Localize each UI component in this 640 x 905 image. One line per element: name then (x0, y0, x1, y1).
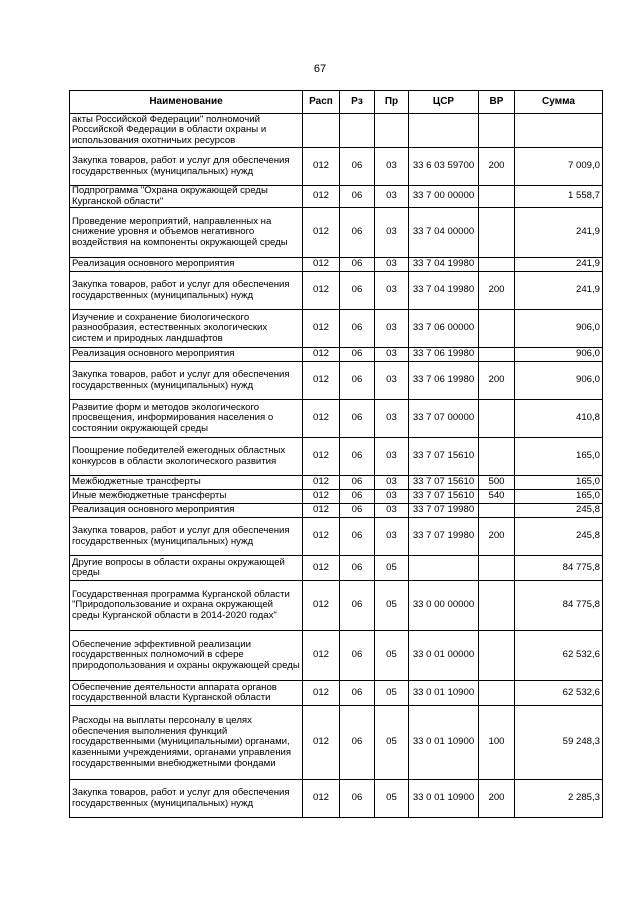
cell-sum: 245,8 (515, 504, 603, 518)
cell-csr: 33 0 00 00000 (409, 581, 479, 631)
cell-name: акты Российской Федерации" полномочий Российской Федерации в области охраны и использования охотничьих ресурсов (70, 114, 303, 148)
cell-csr: 33 6 03 59700 (409, 148, 479, 186)
cell-sum: 84 775,8 (515, 556, 603, 581)
cell-pr: 03 (375, 310, 409, 348)
cell-csr: 33 0 01 00000 (409, 631, 479, 681)
table-header-row (70, 91, 603, 114)
cell-vr (479, 631, 515, 681)
cell-rasp (303, 114, 340, 148)
table-row (70, 208, 603, 258)
cell-vr (479, 400, 515, 438)
table-row (70, 186, 603, 208)
cell-csr: 33 7 06 19980 (409, 362, 479, 400)
cell-rz: 06 (340, 476, 375, 490)
table-row (70, 631, 603, 681)
cell-sum: 241,9 (515, 258, 603, 272)
cell-vr (479, 114, 515, 148)
cell-vr: 200 (479, 148, 515, 186)
cell-csr: 33 7 07 00000 (409, 400, 479, 438)
table-row (70, 518, 603, 556)
cell-vr: 100 (479, 706, 515, 780)
cell-rasp: 012 (303, 780, 340, 818)
cell-rz: 06 (340, 681, 375, 706)
cell-sum: 241,9 (515, 208, 603, 258)
cell-vr (479, 208, 515, 258)
cell-sum: 906,0 (515, 362, 603, 400)
cell-csr: 33 7 07 15610 (409, 490, 479, 504)
header-name: Наименование (70, 91, 303, 114)
cell-sum: 2 285,3 (515, 780, 603, 818)
cell-vr (479, 556, 515, 581)
cell-pr: 05 (375, 681, 409, 706)
cell-rz: 06 (340, 490, 375, 504)
cell-csr: 33 7 00 00000 (409, 186, 479, 208)
cell-name: Государственная программа Курганской области "Природопользование и охрана окружающей среды Курганской области в 2014-2020 годах" (70, 581, 303, 631)
cell-pr: 03 (375, 208, 409, 258)
cell-csr: 33 7 07 15610 (409, 476, 479, 490)
cell-sum: 84 775,8 (515, 581, 603, 631)
cell-pr: 03 (375, 504, 409, 518)
cell-rasp: 012 (303, 490, 340, 504)
cell-vr: 540 (479, 490, 515, 504)
header-pr: Пр (375, 91, 409, 114)
cell-rasp: 012 (303, 631, 340, 681)
cell-pr: 05 (375, 780, 409, 818)
cell-vr (479, 504, 515, 518)
cell-name: Реализация основного мероприятия (70, 504, 303, 518)
cell-name: Поощрение победителей ежегодных областных конкурсов в области экологического развития (70, 438, 303, 476)
table-row (70, 272, 603, 310)
cell-pr: 03 (375, 476, 409, 490)
cell-sum: 165,0 (515, 476, 603, 490)
cell-vr (479, 438, 515, 476)
cell-csr: 33 7 07 19980 (409, 504, 479, 518)
cell-vr (479, 348, 515, 362)
cell-csr: 33 7 07 19980 (409, 518, 479, 556)
cell-sum: 245,8 (515, 518, 603, 556)
cell-sum (515, 114, 603, 148)
cell-sum: 165,0 (515, 490, 603, 504)
table-row (70, 400, 603, 438)
cell-rasp: 012 (303, 400, 340, 438)
cell-rz: 06 (340, 518, 375, 556)
cell-rz: 06 (340, 186, 375, 208)
cell-vr: 200 (479, 272, 515, 310)
cell-rz: 06 (340, 310, 375, 348)
cell-pr: 03 (375, 362, 409, 400)
cell-rz: 06 (340, 706, 375, 780)
table-row (70, 490, 603, 504)
cell-csr: 33 7 04 19980 (409, 272, 479, 310)
cell-csr (409, 556, 479, 581)
cell-rz: 06 (340, 348, 375, 362)
cell-pr: 05 (375, 706, 409, 780)
cell-rasp: 012 (303, 208, 340, 258)
cell-pr: 05 (375, 556, 409, 581)
cell-rz: 06 (340, 258, 375, 272)
table-row (70, 258, 603, 272)
cell-rasp: 012 (303, 438, 340, 476)
cell-csr: 33 0 01 10900 (409, 706, 479, 780)
header-rz: Рз (340, 91, 375, 114)
cell-rz: 06 (340, 631, 375, 681)
cell-sum: 62 532,6 (515, 631, 603, 681)
cell-csr: 33 0 01 10900 (409, 780, 479, 818)
cell-csr (409, 114, 479, 148)
cell-vr (479, 186, 515, 208)
cell-rasp: 012 (303, 272, 340, 310)
cell-sum: 59 248,3 (515, 706, 603, 780)
cell-name: Закупка товаров, работ и услуг для обеспечения государственных (муниципальных) нужд (70, 518, 303, 556)
table-row (70, 148, 603, 186)
cell-vr (479, 681, 515, 706)
table-row (70, 476, 603, 490)
cell-rasp: 012 (303, 362, 340, 400)
header-rasp: Расп (303, 91, 340, 114)
cell-sum: 1 558,7 (515, 186, 603, 208)
cell-name: Межбюджетные трансферты (70, 476, 303, 490)
cell-pr: 03 (375, 518, 409, 556)
cell-rasp: 012 (303, 476, 340, 490)
cell-rasp: 012 (303, 504, 340, 518)
cell-sum: 241,9 (515, 272, 603, 310)
page-number: 67 (313, 63, 327, 75)
header-vr: ВР (479, 91, 515, 114)
cell-name: Другие вопросы в области охраны окружающей среды (70, 556, 303, 581)
cell-pr: 05 (375, 581, 409, 631)
cell-name: Развитие форм и методов экологического просвещения, информирования населения о состоянии окружающей среды (70, 400, 303, 438)
table-row (70, 438, 603, 476)
cell-pr (375, 114, 409, 148)
cell-pr: 03 (375, 148, 409, 186)
cell-pr: 03 (375, 400, 409, 438)
cell-csr: 33 7 06 00000 (409, 310, 479, 348)
cell-rasp: 012 (303, 186, 340, 208)
cell-rasp: 012 (303, 581, 340, 631)
cell-vr: 200 (479, 780, 515, 818)
cell-pr: 03 (375, 348, 409, 362)
header-sum: Сумма (515, 91, 603, 114)
table-row (70, 681, 603, 706)
table-row (70, 362, 603, 400)
cell-rasp: 012 (303, 681, 340, 706)
cell-csr: 33 7 06 19980 (409, 348, 479, 362)
cell-name: Обеспечение деятельности аппарата органов государственной власти Курганской области (70, 681, 303, 706)
cell-rasp: 012 (303, 518, 340, 556)
cell-rz: 06 (340, 272, 375, 310)
cell-csr: 33 0 01 10900 (409, 681, 479, 706)
cell-csr: 33 7 04 19980 (409, 258, 479, 272)
cell-rasp: 012 (303, 348, 340, 362)
cell-sum: 7 009,0 (515, 148, 603, 186)
cell-pr: 03 (375, 272, 409, 310)
table-row (70, 556, 603, 581)
cell-sum: 410,8 (515, 400, 603, 438)
cell-sum: 62 532,6 (515, 681, 603, 706)
cell-name: Расходы на выплаты персоналу в целях обеспечения выполнения функций государственными (муниципальными) органами, казенными учреждениями, органами управления государственными внебюджетными фондами (70, 706, 303, 780)
cell-rz: 06 (340, 438, 375, 476)
cell-vr (479, 581, 515, 631)
cell-rz: 06 (340, 780, 375, 818)
cell-name: Закупка товаров, работ и услуг для обеспечения государственных (муниципальных) нужд (70, 148, 303, 186)
cell-sum: 165,0 (515, 438, 603, 476)
cell-rasp: 012 (303, 258, 340, 272)
cell-vr: 200 (479, 362, 515, 400)
header-csr: ЦСР (409, 91, 479, 114)
cell-rz: 06 (340, 362, 375, 400)
table-row (70, 581, 603, 631)
cell-name: Проведение мероприятий, направленных на снижение уровня и объемов негативного воздействия на компоненты окружающей среды (70, 208, 303, 258)
cell-pr: 05 (375, 631, 409, 681)
cell-name: Изучение и сохранение биологического разнообразия, естественных экологических систем и природных ландшафтов (70, 310, 303, 348)
table-row (70, 348, 603, 362)
cell-name: Иные межбюджетные трансферты (70, 490, 303, 504)
cell-rasp: 012 (303, 556, 340, 581)
cell-name: Реализация основного мероприятия (70, 348, 303, 362)
cell-sum: 906,0 (515, 348, 603, 362)
cell-rz: 06 (340, 504, 375, 518)
cell-pr: 03 (375, 186, 409, 208)
cell-csr: 33 7 04 00000 (409, 208, 479, 258)
cell-rz: 06 (340, 400, 375, 438)
cell-pr: 03 (375, 490, 409, 504)
cell-sum: 906,0 (515, 310, 603, 348)
cell-vr (479, 310, 515, 348)
cell-name: Реализация основного мероприятия (70, 258, 303, 272)
cell-name: Закупка товаров, работ и услуг для обеспечения государственных (муниципальных) нужд (70, 272, 303, 310)
budget-table (69, 90, 603, 818)
cell-rz: 06 (340, 581, 375, 631)
cell-rasp: 012 (303, 310, 340, 348)
table-row (70, 706, 603, 780)
cell-pr: 03 (375, 258, 409, 272)
cell-vr: 500 (479, 476, 515, 490)
cell-pr: 03 (375, 438, 409, 476)
table-row (70, 504, 603, 518)
cell-rz: 06 (340, 208, 375, 258)
cell-vr: 200 (479, 518, 515, 556)
cell-rasp: 012 (303, 148, 340, 186)
cell-name: Закупка товаров, работ и услуг для обеспечения государственных (муниципальных) нужд (70, 780, 303, 818)
table-row (70, 310, 603, 348)
cell-rasp: 012 (303, 706, 340, 780)
table-body (70, 114, 603, 818)
cell-rz (340, 114, 375, 148)
cell-rz: 06 (340, 556, 375, 581)
cell-name: Закупка товаров, работ и услуг для обеспечения государственных (муниципальных) нужд (70, 362, 303, 400)
table-row (70, 114, 603, 148)
cell-rz: 06 (340, 148, 375, 186)
cell-name: Подпрограмма "Охрана окружающей среды Курганской области" (70, 186, 303, 208)
table-row (70, 780, 603, 818)
cell-name: Обеспечение эффективной реализации государственных полномочий в сфере природопользования и охраны окружающей среды (70, 631, 303, 681)
cell-vr (479, 258, 515, 272)
cell-csr: 33 7 07 15610 (409, 438, 479, 476)
